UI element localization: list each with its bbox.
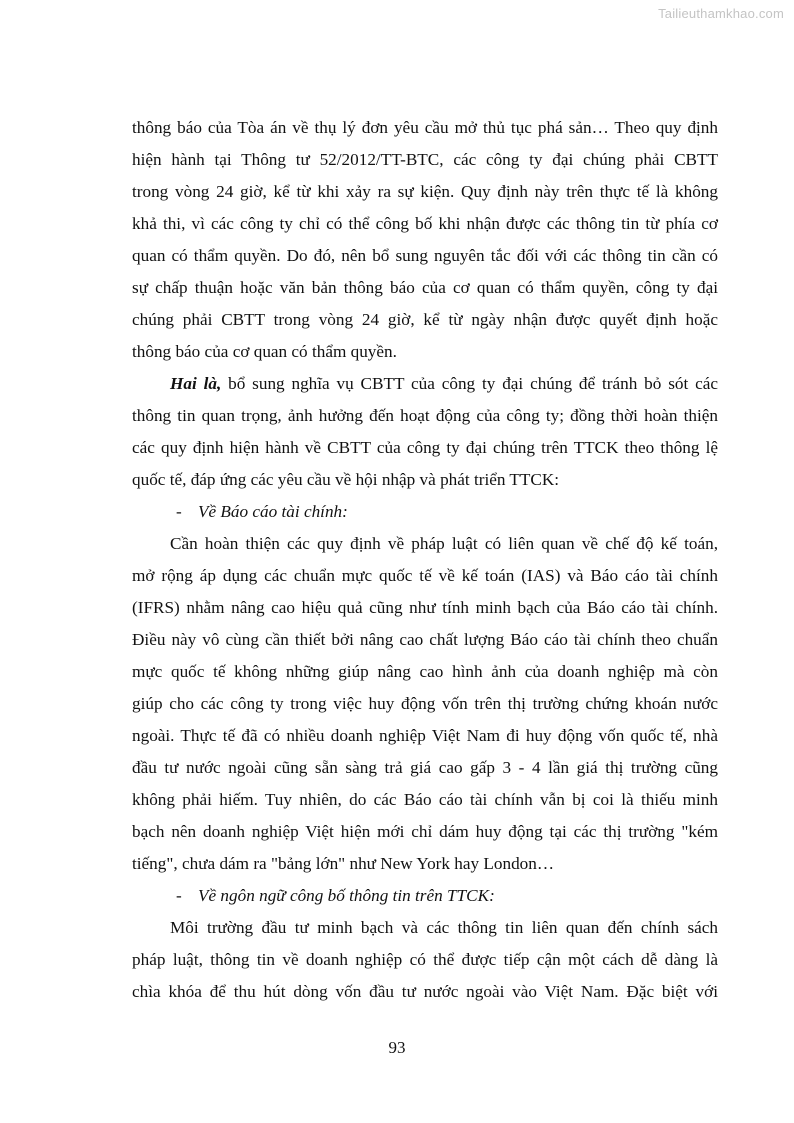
page-body xyxy=(132,112,718,1008)
section-heading-text: Về Báo cáo tài chính: xyxy=(198,502,348,521)
text-line: thông tin quan trọng, ảnh hưởng đến hoạt động của công ty; đồng thời hoàn thiện xyxy=(132,406,718,425)
text-line: Điều này vô cùng cần thiết bởi nâng cao chất lượng Báo cáo tài chính theo chuẩn xyxy=(132,630,718,649)
text-line: ngoài. Thực tế đã có nhiều doanh nghiệp Việt Nam đi huy động vốn quốc tế, nhà xyxy=(132,726,718,745)
section-heading-disclosure-language xyxy=(132,880,718,912)
hai-la-first-line xyxy=(132,368,718,400)
section-heading-financial-report xyxy=(132,496,718,528)
text-line: (IFRS) nhằm nâng cao hiệu quả cũng như tính minh bạch của Báo cáo tài chính. xyxy=(132,598,718,617)
text-line: thông báo của cơ quan có thẩm quyền. xyxy=(132,342,397,361)
text-line: mở rộng áp dụng các chuẩn mực quốc tế về kế toán (IAS) và Báo cáo tài chính xyxy=(132,566,718,585)
text-line: bạch nên doanh nghiệp Việt hiện mới chỉ dám huy động tại các thị trường "kém xyxy=(132,822,718,841)
dash-bullet: - xyxy=(176,886,182,905)
text-line: trong vòng 24 giờ, kể từ khi xảy ra sự kiện. Quy định này trên thực tế là không xyxy=(132,182,718,201)
text-line: không phải hiếm. Tuy nhiên, do các Báo cáo tài chính vẫn bị coi là thiếu minh xyxy=(132,790,718,809)
text-line: sự chấp thuận hoặc văn bản thông báo của cơ quan có thẩm quyền, công ty đại xyxy=(132,278,718,297)
text-line: Cần hoàn thiện các quy định về pháp luật có liên quan về chế độ kế toán, xyxy=(170,534,718,553)
text-line: đầu tư nước ngoài cũng sẵn sàng trả giá cao gấp 3 - 4 lần giá thị trường cũng xyxy=(132,758,718,777)
text-line: giúp cho các công ty trong việc huy động vốn trên thị trường chứng khoán nước xyxy=(132,694,718,713)
text-line: chúng phải CBTT trong vòng 24 giờ, kể từ ngày nhận được quyết định hoặc xyxy=(132,310,718,329)
text-line: Môi trường đầu tư minh bạch và các thông tin liên quan đến chính sách xyxy=(170,918,718,937)
text-line: chìa khóa để thu hút dòng vốn đầu tư nước ngoài vào Việt Nam. Đặc biệt với xyxy=(132,982,718,1001)
hai-la-text: bổ sung nghĩa vụ CBTT của công ty đại chúng để tránh bỏ sót các xyxy=(221,374,718,393)
text-line: quốc tế, đáp ứng các yêu cầu về hội nhập và phát triển TTCK: xyxy=(132,470,560,489)
hai-la-label: Hai là, xyxy=(170,374,222,393)
text-line: các quy định hiện hành về CBTT của công ty đại chúng trên TTCK theo thông lệ xyxy=(132,438,718,457)
dash-bullet: - xyxy=(176,502,182,521)
text-line: hiện hành tại Thông tư 52/2012/TT-BTC, các công ty đại chúng phải CBTT xyxy=(132,150,718,169)
text-line: pháp luật, thông tin về doanh nghiệp có thể được tiếp cận một cách dễ dàng là xyxy=(132,950,718,969)
section-heading-text: Về ngôn ngữ công bố thông tin trên TTCK: xyxy=(198,886,495,905)
text-line: quan có thẩm quyền. Do đó, nên bổ sung nguyên tắc đối với các thông tin cần có xyxy=(132,246,718,265)
text-line: khả thi, vì các công ty chỉ có thể công bố khi nhận được các thông tin từ phía cơ xyxy=(132,214,718,233)
text-line: mực quốc tế không những giúp nâng cao hình ảnh của doanh nghiệp mà còn xyxy=(132,662,718,681)
text-line: tiếng", chưa dám ra "bảng lớn" như New York hay London… xyxy=(132,854,555,873)
watermark: Tailieuthamkhao.com xyxy=(658,6,784,21)
text-line: thông báo của Tòa án về thụ lý đơn yêu cầu mở thủ tục phá sản… Theo quy định xyxy=(132,118,718,137)
page-number: 93 xyxy=(388,1038,406,1057)
